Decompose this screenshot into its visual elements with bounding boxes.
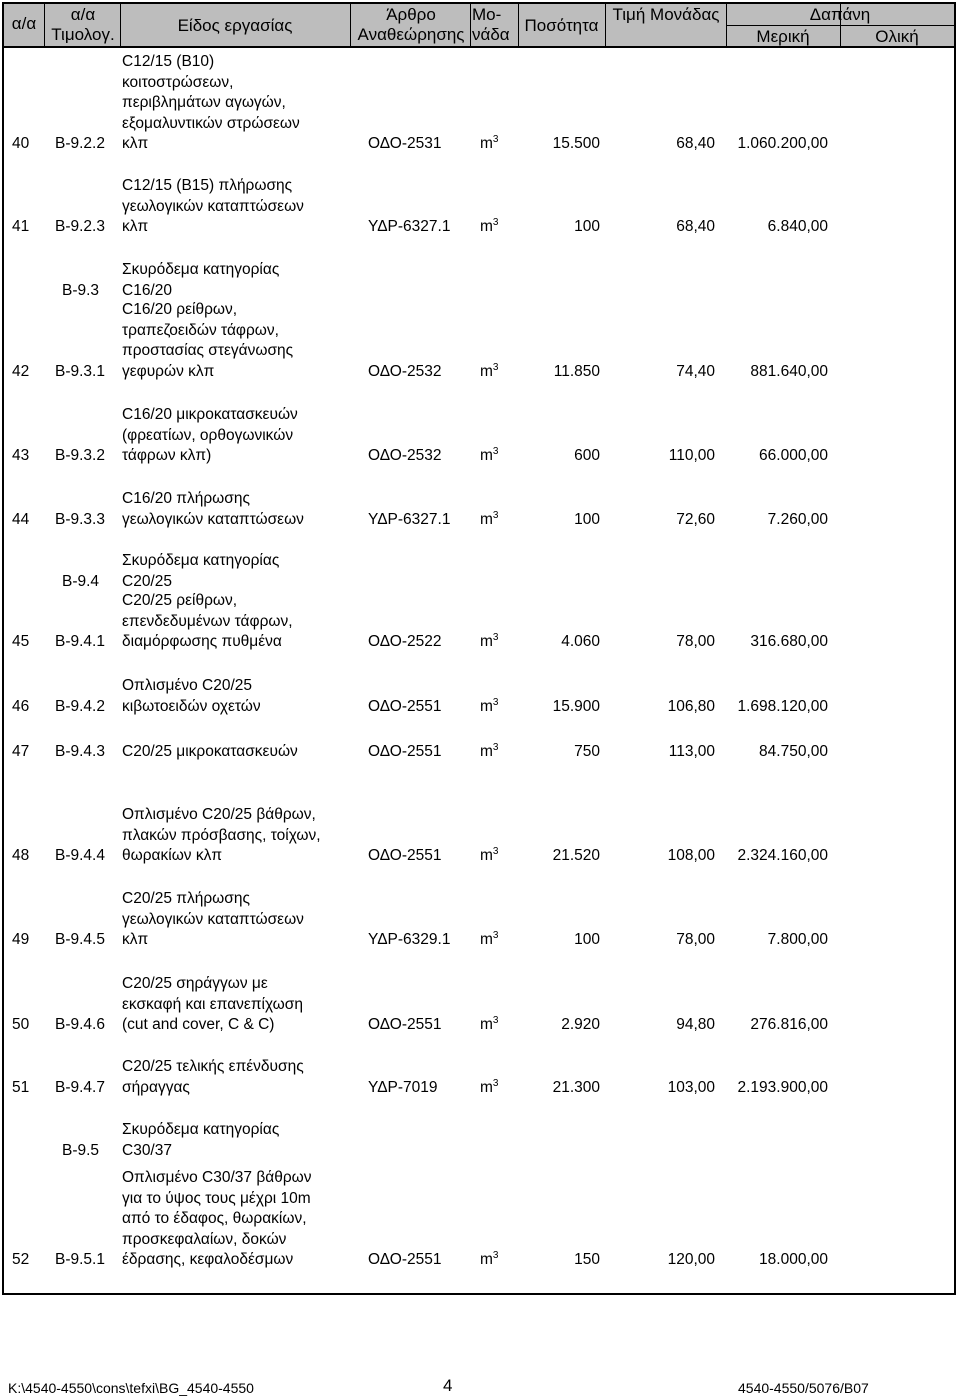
row-description-line: C20/25 πλήρωσης xyxy=(122,890,250,907)
unit-exponent: 3 xyxy=(492,696,499,708)
row-unit-price: 78,00 xyxy=(676,633,715,651)
row-description-line: πλακών πρόσβασης, τοίχων, xyxy=(122,826,321,844)
row-article: ΥΔΡ-7019 xyxy=(368,1078,438,1096)
unit-base: m xyxy=(480,135,493,153)
unit-base: m xyxy=(480,1016,493,1034)
unit-exponent: 3 xyxy=(492,1250,499,1262)
row-description-line: Σκυρόδεμα κατηγορίας xyxy=(122,1121,280,1138)
row-partial-cost: 6.840,00 xyxy=(767,218,828,236)
unit-base: m xyxy=(480,633,493,651)
row-description-line: C30/37 xyxy=(122,1141,172,1159)
row-description-line: κοιτοστρώσεων, xyxy=(122,73,234,91)
footer-path: K:\4540-4550\cons\tefxi\BG_4540-4550 xyxy=(8,1380,254,1396)
row-unit xyxy=(480,1015,498,1035)
unit-base: m xyxy=(480,1251,493,1269)
row-unit xyxy=(480,446,498,466)
row-unit-price: 106,80 xyxy=(667,697,715,715)
row-description-line: έδρασης, κεφαλοδέσμων xyxy=(122,1251,294,1269)
row-article: ΥΔΡ-6329.1 xyxy=(368,931,451,949)
row-unit-price: 78,00 xyxy=(676,931,715,949)
row-unit xyxy=(480,362,498,382)
row-quantity: 4.060 xyxy=(561,633,600,651)
row-description-line: Οπλισμένο C20/25 βάθρων, xyxy=(122,806,316,823)
row-partial-cost: 2.324.160,00 xyxy=(737,847,828,865)
row-code: Β-9.4 xyxy=(62,572,100,590)
row-aa: 40 xyxy=(12,135,30,153)
row-unit xyxy=(480,930,498,950)
row-description-line: C16/20 xyxy=(122,281,172,299)
unit-base: m xyxy=(480,510,493,528)
row-code: Β-9.2.2 xyxy=(55,135,105,153)
header-posotita: Ποσότητα xyxy=(524,16,599,35)
unit-exponent: 3 xyxy=(492,846,499,858)
row-description-line: γεφυρών κλπ xyxy=(122,362,215,380)
cost-table xyxy=(2,2,956,1295)
unit-exponent: 3 xyxy=(492,509,499,521)
unit-base: m xyxy=(480,743,493,760)
row-code: Β-9.4.6 xyxy=(55,1016,105,1034)
row-code: Β-9.4.1 xyxy=(55,633,105,651)
row-description-line: σήραγγας xyxy=(122,1078,190,1096)
row-description-line: Σκυρόδεμα κατηγορίας xyxy=(122,261,280,278)
row-description-line: εκσκαφή και επανεπίχωση xyxy=(122,995,303,1013)
row-description-line: περιβλημάτων αγωγών, xyxy=(122,94,286,112)
row-unit-price: 68,40 xyxy=(676,135,715,153)
row-description-line: Οπλισμένο C20/25 xyxy=(122,677,253,694)
row-description-line: (φρεατίων, ορθογωνικών xyxy=(122,426,294,444)
row-quantity: 15.900 xyxy=(552,697,600,715)
row-description-line: C20/25 ρείθρων, xyxy=(122,592,238,609)
unit-exponent: 3 xyxy=(492,1077,499,1089)
row-description-line: για το ύψος τους μέχρι 10m xyxy=(122,1189,311,1207)
row-aa: 44 xyxy=(12,510,30,528)
row-description-line: C20/25 σηράγγων με xyxy=(122,975,268,992)
row-article: ΟΔΟ-2551 xyxy=(368,847,442,865)
footer-document-code: 4540-4550/5076/B07 xyxy=(738,1380,869,1396)
row-aa: 51 xyxy=(12,1078,30,1096)
row-unit-price: 74,40 xyxy=(676,362,715,380)
unit-exponent: 3 xyxy=(492,742,499,753)
row-code: Β-9.4.4 xyxy=(55,847,105,865)
row-description-line: κλπ xyxy=(122,931,149,949)
row-unit xyxy=(480,697,498,717)
row-code: Β-9.3.1 xyxy=(55,362,105,380)
row-aa: 41 xyxy=(12,218,30,236)
row-partial-cost: 84.750,00 xyxy=(759,743,828,760)
unit-base: m xyxy=(480,931,493,949)
row-unit xyxy=(480,742,498,762)
header-oliki: Ολική xyxy=(875,27,919,46)
row-partial-cost: 2.193.900,00 xyxy=(737,1078,828,1096)
table-header xyxy=(4,4,954,48)
row-unit xyxy=(480,510,498,530)
unit-exponent: 3 xyxy=(492,930,499,942)
header-timi-monadas: Τιμή Μονάδας xyxy=(612,5,720,24)
row-article: ΟΔΟ-2551 xyxy=(368,1251,442,1269)
unit-base: m xyxy=(480,362,493,380)
header-dapani: Δαπάνη xyxy=(809,5,871,24)
row-quantity: 750 xyxy=(574,743,600,760)
header-monada: Μο- νάδα xyxy=(472,5,510,44)
row-partial-cost: 1.698.120,00 xyxy=(737,697,828,715)
row-unit-price: 103,00 xyxy=(667,1078,715,1096)
row-partial-cost: 18.000,00 xyxy=(759,1251,828,1269)
row-description-line: επενδεδυμένων τάφρων, xyxy=(122,612,293,630)
row-description-line: C20/25 xyxy=(122,572,172,590)
unit-base: m xyxy=(480,847,493,865)
row-unit xyxy=(480,217,498,237)
header-aa: α/α xyxy=(11,14,37,33)
row-quantity: 21.300 xyxy=(552,1078,600,1096)
row-description-line: κλπ xyxy=(122,218,149,236)
header-arthro: Άρθρο Αναθεώρησης xyxy=(357,5,465,44)
row-quantity: 21.520 xyxy=(552,847,600,865)
unit-exponent: 3 xyxy=(492,361,499,373)
row-article: ΟΔΟ-2551 xyxy=(368,1016,442,1034)
row-unit-price: 110,00 xyxy=(668,447,715,465)
row-description-line: κλπ xyxy=(122,135,149,153)
row-partial-cost: 66.000,00 xyxy=(759,447,828,465)
row-quantity: 150 xyxy=(574,1251,600,1269)
row-article: ΟΔΟ-2522 xyxy=(368,633,442,651)
row-code: Β-9.2.3 xyxy=(55,218,105,236)
row-code: Β-9.3.3 xyxy=(55,510,105,528)
row-description-line: εξομαλυντικών στρώσεων xyxy=(122,114,300,132)
row-unit-price: 68,40 xyxy=(676,218,715,236)
unit-base: m xyxy=(480,447,493,465)
row-aa: 48 xyxy=(12,847,30,865)
row-aa: 46 xyxy=(12,697,30,715)
row-unit xyxy=(480,134,498,154)
row-description-line: θωρακίων κλπ xyxy=(122,847,223,865)
row-code: Β-9.4.7 xyxy=(55,1078,105,1096)
row-code: Β-9.4.3 xyxy=(55,743,105,760)
row-description-line: κιβωτοειδών οχετών xyxy=(122,697,261,715)
row-article: ΥΔΡ-6327.1 xyxy=(368,218,451,236)
row-description-line: C16/20 μικροκατασκευών xyxy=(122,406,298,423)
row-code: Β-9.3.2 xyxy=(55,447,105,465)
row-partial-cost: 881.640,00 xyxy=(750,362,828,380)
row-description-line: τάφρων κλπ) xyxy=(122,447,212,465)
row-description-line: γεωλογικών καταπτώσεων xyxy=(122,510,304,528)
row-description-line: προσκεφαλαίων, δοκών xyxy=(122,1230,287,1248)
row-unit-price: 108,00 xyxy=(667,847,715,865)
row-description-line: Οπλισμένο C30/37 βάθρων xyxy=(122,1169,312,1186)
row-code: Β-9.4.5 xyxy=(55,931,105,949)
row-code: Β-9.3 xyxy=(62,281,100,299)
row-partial-cost: 316.680,00 xyxy=(750,633,828,651)
header-eidos-ergasias: Είδος εργασίας xyxy=(177,16,293,35)
row-quantity: 11.850 xyxy=(553,362,600,380)
row-partial-cost: 7.800,00 xyxy=(767,931,828,949)
footer-page-number: 4 xyxy=(443,1376,453,1395)
row-quantity: 15.500 xyxy=(552,135,600,153)
row-article: ΟΔΟ-2532 xyxy=(368,447,442,465)
row-aa: 43 xyxy=(12,447,30,465)
row-description-line: (cut and cover, C & C) xyxy=(122,1016,275,1034)
row-quantity: 100 xyxy=(574,510,600,528)
row-aa: 42 xyxy=(12,362,30,380)
row-unit-price: 120,00 xyxy=(667,1251,715,1269)
row-partial-cost: 1.060.200,00 xyxy=(737,135,828,153)
row-description-line: C12/15 (Β10) xyxy=(122,53,215,70)
unit-exponent: 3 xyxy=(492,632,499,644)
row-partial-cost: 276.816,00 xyxy=(750,1016,828,1034)
row-article: ΟΔΟ-2532 xyxy=(368,362,442,380)
row-unit xyxy=(480,632,498,652)
row-description-line: C16/20 πλήρωσης xyxy=(122,490,250,507)
row-article: ΟΔΟ-2551 xyxy=(368,697,442,715)
row-unit xyxy=(480,846,498,866)
unit-base: m xyxy=(480,1078,493,1096)
unit-exponent: 3 xyxy=(492,217,499,229)
row-unit-price: 94,80 xyxy=(676,1016,715,1034)
header-aa-timologiou: α/α Τιμολογ. xyxy=(51,5,115,44)
unit-base: m xyxy=(480,697,493,715)
row-aa: 50 xyxy=(12,1016,30,1034)
row-description-line: C20/25 μικροκατασκευών xyxy=(122,743,298,760)
row-description-line: προστασίας στεγάνωσης xyxy=(122,342,294,360)
row-description-line: τραπεζοειδών τάφρων, xyxy=(122,321,279,339)
row-aa: 45 xyxy=(12,633,30,651)
row-aa: 47 xyxy=(12,743,30,760)
row-aa: 52 xyxy=(12,1251,30,1269)
row-quantity: 2.920 xyxy=(561,1016,600,1034)
row-description-line: C16/20 ρείθρων, xyxy=(122,301,238,318)
unit-exponent: 3 xyxy=(492,134,499,146)
row-code: Β-9.5 xyxy=(62,1141,100,1159)
row-unit-price: 113,00 xyxy=(668,743,715,760)
row-partial-cost: 7.260,00 xyxy=(767,510,828,528)
row-unit xyxy=(480,1078,498,1098)
unit-exponent: 3 xyxy=(492,1015,499,1027)
row-unit-price: 72,60 xyxy=(676,510,715,528)
row-quantity: 100 xyxy=(574,218,600,236)
row-aa: 49 xyxy=(12,931,30,949)
row-code: Β-9.5.1 xyxy=(55,1251,105,1269)
row-description-line: C12/15 (Β15) πλήρωσης xyxy=(122,177,293,194)
row-article: ΟΔΟ-2531 xyxy=(368,135,442,153)
row-description-line: γεωλογικών καταπτώσεων xyxy=(122,197,304,215)
row-description-line: C20/25 τελικής επένδυσης xyxy=(122,1058,304,1075)
row-quantity: 100 xyxy=(574,931,600,949)
row-quantity: 600 xyxy=(574,447,600,465)
row-description-line: διαμόρφωσης πυθμένα xyxy=(122,633,282,651)
row-description-line: γεωλογικών καταπτώσεων xyxy=(122,910,304,928)
unit-exponent: 3 xyxy=(492,446,499,458)
row-description-line: από το έδαφος, θωρακίων, xyxy=(122,1210,307,1228)
row-description-line: Σκυρόδεμα κατηγορίας xyxy=(122,552,280,569)
row-article: ΥΔΡ-6327.1 xyxy=(368,510,451,528)
row-article: ΟΔΟ-2551 xyxy=(368,743,442,760)
row-code: Β-9.4.2 xyxy=(55,697,105,715)
row-unit xyxy=(480,1250,498,1270)
header-meriki: Μερική xyxy=(756,27,810,46)
unit-base: m xyxy=(480,218,493,236)
